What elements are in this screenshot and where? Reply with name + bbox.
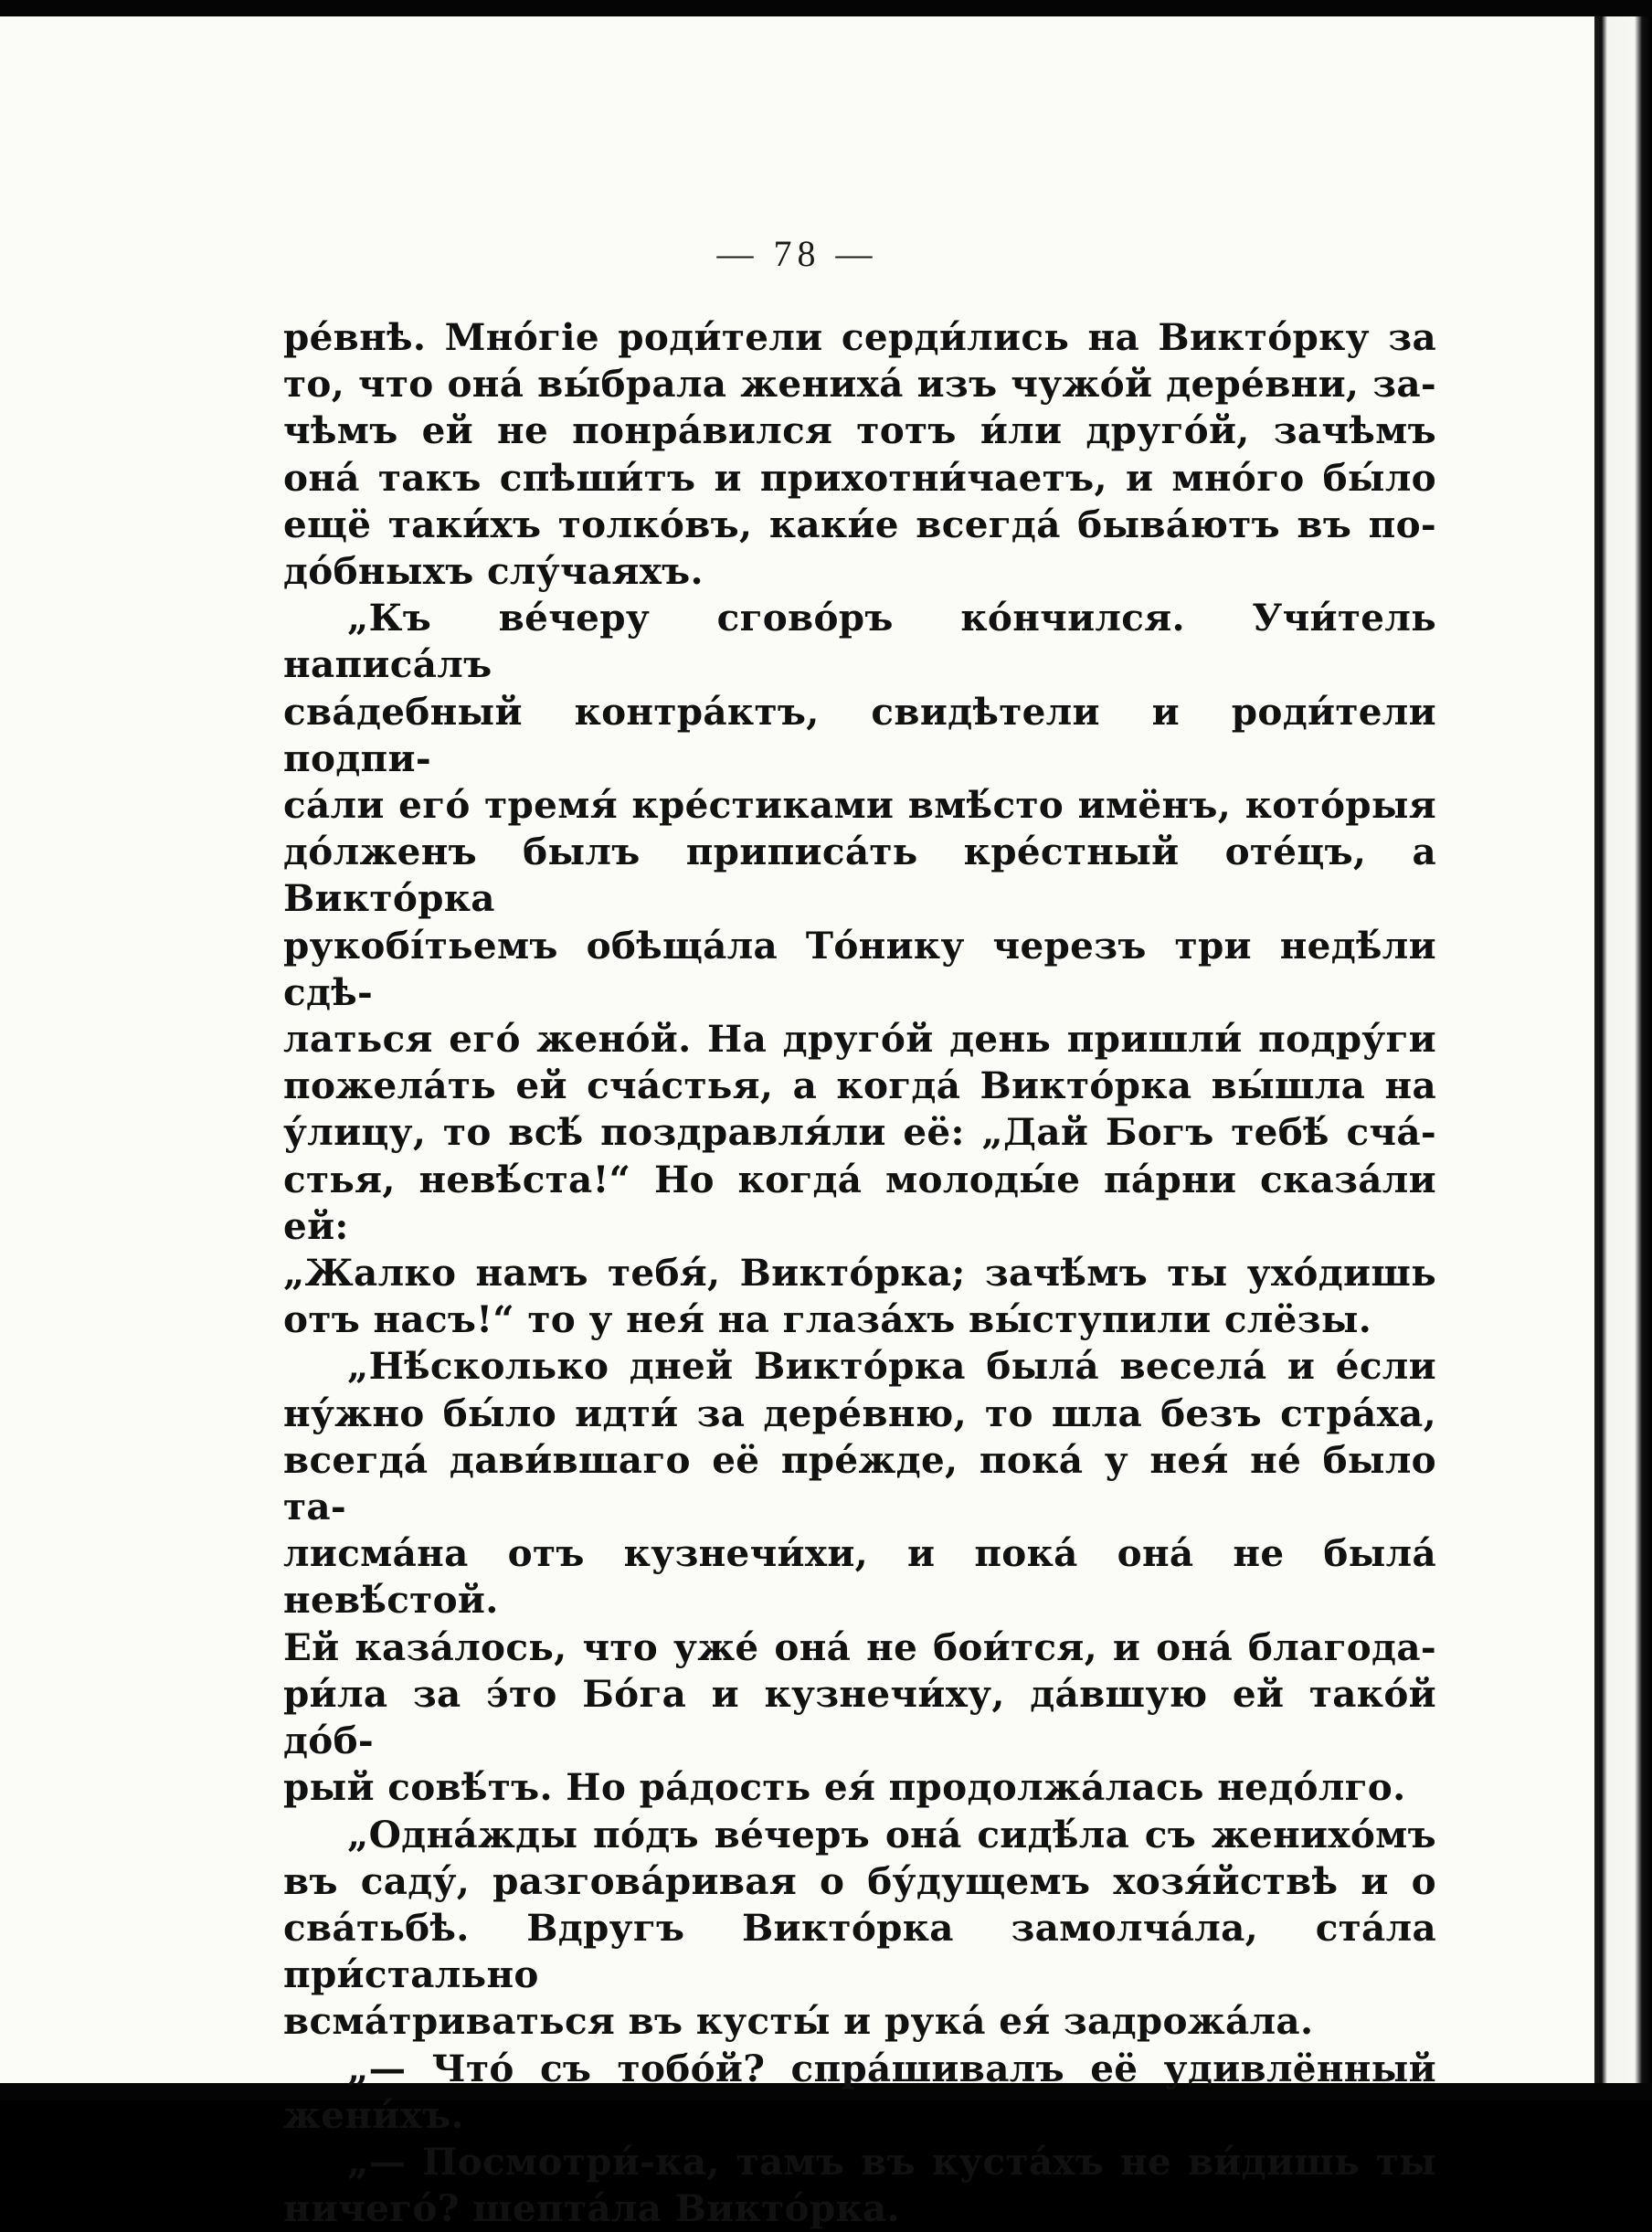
text-line: до́бныхъ слу́чаяхъ. — [283, 549, 704, 594]
text-line: рый совѣ́тъ. Но ра́дость ея́ продолжа́лась недо́лго. — [283, 1765, 1406, 1810]
text-line: стья, невѣ́ста!“ Но когда́ молоды́е па́рни сказа́ли ей: — [283, 1157, 1436, 1248]
text-line: рукобі́тьемъ обѣща́ла То́нику черезъ три недѣ́ли сдѣ- — [283, 923, 1436, 1014]
text-line: „— Что́ съ тобо́й? спра́шивалъ её удивлённый — [347, 2046, 1436, 2090]
text-line: латься его́ жено́й. На друго́й день пришли́ подру́ги — [283, 1017, 1436, 1062]
paragraph — [283, 314, 1436, 595]
text-line: сва́тьбѣ. Вдругъ Викто́рка замолча́ла, ста́ла при́стально — [283, 1905, 1436, 1997]
scan-border-top — [0, 0, 1652, 16]
text-line: у́лицу, то всѣ́ поздравля́ли её: „Дай Богъ тебѣ́ сча́- — [283, 1110, 1436, 1155]
text-line: сва́дебный контра́ктъ, свидѣтели и роди́тели подпи- — [283, 689, 1436, 780]
text-line: ре́внѣ. Мно́гіе роди́тели серди́лись на Викто́рку за — [283, 315, 1436, 359]
text-line: до́лженъ былъ приписа́ть кре́стный оте́цъ, а Викто́рка — [283, 830, 1436, 921]
text-line: всегда́ дави́вшаго её пре́жде, пока́ у нея́ не́ было та- — [283, 1437, 1436, 1529]
text-line: ничего́? шепта́ла Викто́рка. — [283, 2186, 900, 2231]
text-line: пожела́ть ей сча́стья, а когда́ Викто́рка вы́шла на — [283, 1063, 1436, 1108]
text-line: въ саду́, разгова́ривая о бу́дущемъ хозя́йствѣ и о — [283, 1858, 1436, 1903]
text-line: „Нѣ́сколько дней Викто́рка была́ весела́ и е́сли — [347, 1344, 1436, 1389]
paragraph — [283, 1343, 1436, 1811]
text-line: „— Посмотри́-ка, тамъ въ куста́хъ не ви́дишь ты — [347, 2139, 1436, 2184]
text-line: жени́хъ. — [283, 2092, 464, 2137]
paragraph — [283, 1812, 1436, 2046]
text-line: лисма́на отъ кузнечи́хи, и пока́ она́ не была́ невѣ́стой. — [283, 1531, 1436, 1623]
text-line: ри́ла за э́то Бо́га и кузнечи́ху, да́вшую ей тако́й до́б- — [283, 1671, 1436, 1763]
text-line: всма́триваться въ кусты́ и рука́ ея́ задрожа́ла. — [283, 1999, 1314, 2044]
paragraph — [283, 2046, 1436, 2139]
page-body — [283, 314, 1436, 2232]
text-line: отъ насъ!“ то у нея́ на глаза́хъ вы́ступили слёзы. — [283, 1297, 1372, 1342]
scan-border-right — [1594, 16, 1652, 2083]
page-number: — 78 — — [716, 233, 878, 274]
text-line: Ей каза́лось, что уже́ она́ не бои́тся, и она́ благода- — [283, 1624, 1436, 1669]
text-line: ну́жно бы́ло идти́ за дере́вню, то шла безъ стра́ха, — [283, 1391, 1436, 1435]
paragraph — [283, 2139, 1436, 2232]
text-line: она́ такъ спѣши́тъ и прихотни́чаетъ, и мно́го бы́ло — [283, 455, 1436, 500]
text-line: чѣмъ ей не понра́вился тотъ и́ли друго́й, зачѣмъ — [283, 408, 1436, 453]
paragraph — [283, 595, 1436, 1343]
text-line: ещё таки́хъ толко́въ, каки́е всегда́ быва́ютъ въ по- — [283, 502, 1436, 546]
text-line: „Одна́жды по́дъ ве́черъ она́ сидѣ́ла съ женихо́мъ — [347, 1812, 1436, 1856]
text-line: „Къ ве́черу сгово́ръ ко́нчился. Учи́тель написа́лъ — [283, 596, 1436, 687]
text-line: са́ли его́ тремя́ кре́стиками вмѣ́сто имёнъ, кото́рыя — [283, 783, 1436, 828]
text-line: „Жалко намъ тебя́, Викто́рка; зачѣ́мъ ты ухо́дишь — [283, 1251, 1436, 1296]
text-line: то, что она́ вы́брала жениха́ изъ чужо́й дере́вни, за- — [283, 362, 1436, 407]
